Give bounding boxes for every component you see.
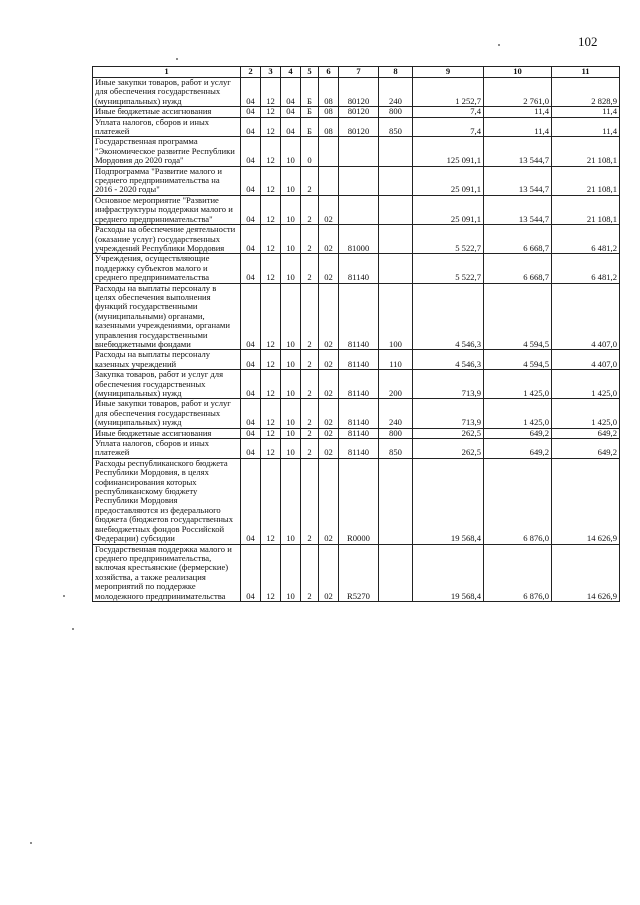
- cell-c8: [379, 195, 413, 224]
- scan-speck: [498, 44, 500, 46]
- cell-c2: 04: [241, 428, 261, 438]
- cell-name: Расходы на выплаты персоналу казенных учреждений: [93, 350, 241, 370]
- cell-c4: 10: [281, 195, 301, 224]
- cell-c4: 04: [281, 107, 301, 117]
- cell-c6: 02: [319, 370, 339, 399]
- table-row: [93, 283, 620, 350]
- cell-v9: 4 546,3: [413, 350, 484, 370]
- cell-c2: 04: [241, 78, 261, 107]
- cell-c7: 81140: [339, 428, 379, 438]
- cell-c2: 04: [241, 350, 261, 370]
- cell-c3: 12: [261, 78, 281, 107]
- cell-v9: 1 252,7: [413, 78, 484, 107]
- cell-v11: 6 481,2: [552, 225, 620, 254]
- cell-name: Иные закупки товаров, работ и услуг для обеспечения государственных (муниципальных) нужд: [93, 399, 241, 428]
- cell-c2: 04: [241, 439, 261, 459]
- cell-c3: 12: [261, 350, 281, 370]
- cell-c8: 240: [379, 78, 413, 107]
- cell-c4: 10: [281, 370, 301, 399]
- cell-v11: 14 626,9: [552, 544, 620, 601]
- cell-c5: 0: [301, 137, 319, 166]
- cell-v9: 713,9: [413, 370, 484, 399]
- cell-c7: [339, 137, 379, 166]
- cell-v11: 1 425,0: [552, 399, 620, 428]
- cell-c4: 10: [281, 166, 301, 195]
- cell-c8: [379, 458, 413, 544]
- cell-v10: 649,2: [484, 439, 552, 459]
- cell-c6: 08: [319, 117, 339, 137]
- cell-c4: 04: [281, 117, 301, 137]
- cell-v10: 2 761,0: [484, 78, 552, 107]
- cell-c3: 12: [261, 544, 281, 601]
- cell-v10: 6 876,0: [484, 544, 552, 601]
- cell-c7: 81140: [339, 370, 379, 399]
- page-number: 102: [578, 34, 598, 49]
- cell-c3: 12: [261, 166, 281, 195]
- cell-v10: 649,2: [484, 428, 552, 438]
- table-body: [93, 78, 620, 602]
- cell-v11: 4 407,0: [552, 350, 620, 370]
- cell-c7: [339, 166, 379, 195]
- table-row: [93, 399, 620, 428]
- cell-c4: 10: [281, 350, 301, 370]
- cell-c7: 81140: [339, 439, 379, 459]
- cell-c2: 04: [241, 117, 261, 137]
- table-row: [93, 458, 620, 544]
- table-row: [93, 137, 620, 166]
- cell-c4: 10: [281, 283, 301, 350]
- cell-v11: 1 425,0: [552, 370, 620, 399]
- column-header: 1: [93, 67, 241, 78]
- cell-c2: 04: [241, 254, 261, 283]
- cell-c6: 02: [319, 428, 339, 438]
- cell-v11: 2 828,9: [552, 78, 620, 107]
- cell-v10: 13 544,7: [484, 166, 552, 195]
- cell-v11: 649,2: [552, 439, 620, 459]
- cell-c4: 10: [281, 458, 301, 544]
- table-row: [93, 254, 620, 283]
- cell-c6: [319, 137, 339, 166]
- cell-c6: 02: [319, 283, 339, 350]
- table-row: [93, 78, 620, 107]
- cell-c7: 81140: [339, 350, 379, 370]
- cell-v10: 6 668,7: [484, 225, 552, 254]
- cell-c8: 800: [379, 107, 413, 117]
- cell-v9: 262,5: [413, 428, 484, 438]
- cell-c3: 12: [261, 195, 281, 224]
- cell-c7: 81140: [339, 399, 379, 428]
- cell-v9: 4 546,3: [413, 283, 484, 350]
- cell-v11: 6 481,2: [552, 254, 620, 283]
- column-header: 4: [281, 67, 301, 78]
- column-header: 2: [241, 67, 261, 78]
- cell-c2: 04: [241, 458, 261, 544]
- cell-v10: 11,4: [484, 107, 552, 117]
- cell-v9: 5 522,7: [413, 254, 484, 283]
- cell-c5: Б: [301, 117, 319, 137]
- cell-c3: 12: [261, 107, 281, 117]
- cell-v11: 21 108,1: [552, 166, 620, 195]
- scan-speck: [30, 842, 32, 844]
- cell-v9: 713,9: [413, 399, 484, 428]
- cell-name: Основное мероприятие "Развитие инфраструктуры поддержки малого и среднего предпринимательства": [93, 195, 241, 224]
- cell-c4: 10: [281, 225, 301, 254]
- cell-v11: 11,4: [552, 107, 620, 117]
- cell-v10: 6 668,7: [484, 254, 552, 283]
- cell-c5: 2: [301, 544, 319, 601]
- cell-c6: [319, 166, 339, 195]
- scan-speck: [176, 58, 178, 60]
- table-row: [93, 428, 620, 438]
- cell-c7: 81140: [339, 254, 379, 283]
- cell-name: Подпрограмма "Развитие малого и среднего предпринимательства на 2016 - 2020 годы": [93, 166, 241, 195]
- budget-table: [92, 66, 620, 602]
- cell-c3: 12: [261, 399, 281, 428]
- cell-c4: 10: [281, 137, 301, 166]
- cell-v10: 13 544,7: [484, 137, 552, 166]
- table-row: [93, 117, 620, 137]
- cell-c7: 80120: [339, 107, 379, 117]
- cell-c7: R0000: [339, 458, 379, 544]
- table-row: [93, 225, 620, 254]
- cell-name: Иные закупки товаров, работ и услуг для обеспечения государственных (муниципальных) нужд: [93, 78, 241, 107]
- cell-c2: 04: [241, 370, 261, 399]
- column-header: 3: [261, 67, 281, 78]
- cell-name: Уплата налогов, сборов и иных платежей: [93, 439, 241, 459]
- cell-c6: 02: [319, 458, 339, 544]
- cell-c2: 04: [241, 107, 261, 117]
- cell-c8: 110: [379, 350, 413, 370]
- cell-v10: 1 425,0: [484, 370, 552, 399]
- cell-c8: [379, 544, 413, 601]
- cell-c3: 12: [261, 137, 281, 166]
- cell-c8: [379, 225, 413, 254]
- cell-name: Учреждения, осуществляющие поддержку субъектов малого и среднего предпринимательства: [93, 254, 241, 283]
- cell-c2: 04: [241, 225, 261, 254]
- table-row: [93, 195, 620, 224]
- cell-c7: 80120: [339, 117, 379, 137]
- cell-c6: 02: [319, 439, 339, 459]
- cell-c6: 02: [319, 195, 339, 224]
- cell-c8: 200: [379, 370, 413, 399]
- header-row: [93, 67, 620, 78]
- cell-c5: 2: [301, 283, 319, 350]
- cell-c2: 04: [241, 137, 261, 166]
- cell-c2: 04: [241, 399, 261, 428]
- cell-c5: 2: [301, 166, 319, 195]
- cell-c7: [339, 195, 379, 224]
- cell-c5: 2: [301, 350, 319, 370]
- cell-v9: 262,5: [413, 439, 484, 459]
- table-row: [93, 166, 620, 195]
- cell-v11: 649,2: [552, 428, 620, 438]
- column-header: 5: [301, 67, 319, 78]
- cell-c4: 04: [281, 78, 301, 107]
- cell-v9: 5 522,7: [413, 225, 484, 254]
- cell-c3: 12: [261, 428, 281, 438]
- cell-name: Расходы республиканского бюджета Республики Мордовия, в целях софинансирования которых республиканскому бюджету Республики Мордовия предоставляются из федерального бюджета (бюджетов государственных внебюджетных фондов Российской Федерации) субсидии: [93, 458, 241, 544]
- cell-v10: 4 594,5: [484, 350, 552, 370]
- cell-c6: 02: [319, 399, 339, 428]
- cell-name: Расходы на выплаты персоналу в целях обеспечения выполнения функций государственными (муниципальными) органами, казенными учреждениями, органами управления государственными внебюджетными фондами: [93, 283, 241, 350]
- table-row: [93, 350, 620, 370]
- cell-v9: 7,4: [413, 107, 484, 117]
- cell-c4: 10: [281, 254, 301, 283]
- cell-c4: 10: [281, 439, 301, 459]
- table-row: [93, 107, 620, 117]
- cell-c6: 02: [319, 254, 339, 283]
- cell-c3: 12: [261, 439, 281, 459]
- cell-name: Государственная поддержка малого и среднего предпринимательства, включая крестьянские (фермерские) хозяйства, а также реализация мероприятий по поддержке молодежного предпринимательства: [93, 544, 241, 601]
- cell-c6: 02: [319, 350, 339, 370]
- cell-c5: 2: [301, 399, 319, 428]
- column-header: 11: [552, 67, 620, 78]
- column-header: 8: [379, 67, 413, 78]
- cell-c5: 2: [301, 370, 319, 399]
- cell-c3: 12: [261, 370, 281, 399]
- cell-v10: 6 876,0: [484, 458, 552, 544]
- cell-c5: 2: [301, 439, 319, 459]
- cell-c5: 2: [301, 254, 319, 283]
- cell-v11: 21 108,1: [552, 195, 620, 224]
- cell-c5: Б: [301, 107, 319, 117]
- cell-c7: R5270: [339, 544, 379, 601]
- cell-v9: 25 091,1: [413, 195, 484, 224]
- cell-v9: 25 091,1: [413, 166, 484, 195]
- cell-c2: 04: [241, 283, 261, 350]
- cell-c2: 04: [241, 544, 261, 601]
- cell-c4: 10: [281, 428, 301, 438]
- cell-c8: 850: [379, 117, 413, 137]
- cell-c3: 12: [261, 225, 281, 254]
- column-header: 6: [319, 67, 339, 78]
- cell-c8: [379, 137, 413, 166]
- cell-v11: 4 407,0: [552, 283, 620, 350]
- cell-v11: 11,4: [552, 117, 620, 137]
- scan-speck: [63, 595, 65, 597]
- cell-c6: 02: [319, 225, 339, 254]
- cell-c5: 2: [301, 195, 319, 224]
- cell-c2: 04: [241, 195, 261, 224]
- cell-v10: 11,4: [484, 117, 552, 137]
- cell-c6: 08: [319, 107, 339, 117]
- cell-c4: 10: [281, 544, 301, 601]
- cell-c8: 850: [379, 439, 413, 459]
- cell-c7: 81000: [339, 225, 379, 254]
- cell-v10: 1 425,0: [484, 399, 552, 428]
- cell-c6: 02: [319, 544, 339, 601]
- cell-v9: 19 568,4: [413, 544, 484, 601]
- cell-c8: 100: [379, 283, 413, 350]
- cell-name: Расходы на обеспечение деятельности (оказание услуг) государственных учреждений Республики Мордовия: [93, 225, 241, 254]
- table-row: [93, 370, 620, 399]
- cell-c3: 12: [261, 458, 281, 544]
- cell-c8: [379, 166, 413, 195]
- cell-c7: 81140: [339, 283, 379, 350]
- cell-c4: 10: [281, 399, 301, 428]
- cell-name: Уплата налогов, сборов и иных платежей: [93, 117, 241, 137]
- cell-c5: 2: [301, 428, 319, 438]
- cell-c3: 12: [261, 117, 281, 137]
- cell-v10: 13 544,7: [484, 195, 552, 224]
- cell-c8: 240: [379, 399, 413, 428]
- cell-v9: 7,4: [413, 117, 484, 137]
- cell-c5: Б: [301, 78, 319, 107]
- cell-v11: 14 626,9: [552, 458, 620, 544]
- cell-name: Иные бюджетные ассигнования: [93, 107, 241, 117]
- column-header: 7: [339, 67, 379, 78]
- cell-c6: 08: [319, 78, 339, 107]
- cell-v11: 21 108,1: [552, 137, 620, 166]
- cell-c7: 80120: [339, 78, 379, 107]
- table-row: [93, 439, 620, 459]
- scan-speck: [72, 628, 74, 630]
- cell-c3: 12: [261, 283, 281, 350]
- column-header: 10: [484, 67, 552, 78]
- cell-c5: 2: [301, 458, 319, 544]
- cell-v9: 125 091,1: [413, 137, 484, 166]
- table-row: [93, 544, 620, 601]
- cell-c2: 04: [241, 166, 261, 195]
- cell-c3: 12: [261, 254, 281, 283]
- cell-name: Закупка товаров, работ и услуг для обеспечения государственных (муниципальных) нужд: [93, 370, 241, 399]
- cell-c5: 2: [301, 225, 319, 254]
- cell-name: Иные бюджетные ассигнования: [93, 428, 241, 438]
- cell-c8: [379, 254, 413, 283]
- column-header: 9: [413, 67, 484, 78]
- cell-c8: 800: [379, 428, 413, 438]
- cell-v9: 19 568,4: [413, 458, 484, 544]
- cell-v10: 4 594,5: [484, 283, 552, 350]
- cell-name: Государственная программа "Экономическое развитие Республики Мордовия до 2020 года": [93, 137, 241, 166]
